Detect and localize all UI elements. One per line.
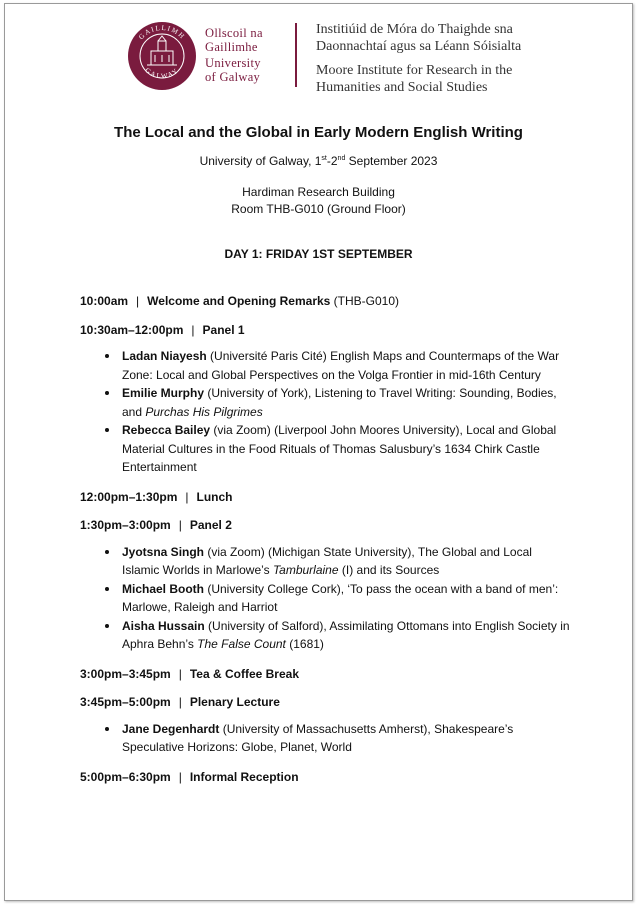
event-room: Room THB-G010 (Ground Floor): [231, 202, 406, 216]
slot-separator: |: [185, 489, 189, 504]
talk-item: [122, 617, 570, 654]
speaker-name: Ladan Niayesh: [122, 349, 207, 363]
institute-english-line: Humanities and Social Studies: [316, 80, 488, 95]
schedule-slot: [80, 693, 570, 712]
institute-irish-line: Institiúid de Móra do Thaighde sna: [316, 22, 513, 37]
talk-title: The Global and Local Islamic Worlds in Marlowe’s: [122, 544, 532, 577]
schedule-slot: [80, 768, 570, 787]
schedule-slot: [80, 292, 570, 311]
university-name-line: Gaillimhe: [205, 40, 258, 54]
university-name: [205, 26, 263, 84]
talk-item: [122, 384, 570, 421]
schedule-slot: [80, 665, 570, 684]
university-name-line: Ollscoil na: [205, 26, 263, 40]
event-date-location: University of Galway, 1st-2nd September 2023: [199, 154, 438, 168]
institute-english-line: Moore Institute for Research in the: [316, 63, 513, 78]
talk-title-tail: (1681): [285, 637, 324, 651]
speaker-name: Aisha Hussain: [122, 618, 205, 633]
talk-item: [122, 421, 570, 477]
slot-separator: |: [178, 666, 182, 681]
talk-title: Shakespeare’s Speculative Horizons: Globe, Planet, World: [122, 721, 514, 754]
svg-text:GAILLIMH: GAILLIMH: [137, 23, 187, 42]
speaker-name: Michael Booth: [122, 581, 205, 596]
talk-title-italic: Purchas His Pilgrimes: [145, 404, 263, 419]
university-name-line: of Galway: [205, 70, 261, 84]
slot-spacer: [80, 683, 570, 693]
slot-time: 10:30am–12:00pm: [80, 322, 184, 337]
day-heading: DAY 1: FRIDAY 1ST SEPTEMBER: [224, 247, 413, 261]
talk-title-tail: (I) and its Sources: [338, 563, 440, 577]
talk-title: Assimilating Ottomans into English Society in Aphra Behn’s: [122, 618, 570, 651]
speaker-affiliation: (Université Paris Cité): [206, 349, 331, 363]
university-name-line: University: [205, 56, 261, 70]
slot-spacer: [80, 311, 570, 321]
slot-time: 12:00pm–1:30pm: [80, 489, 178, 504]
event-building: Hardiman Research Building: [242, 185, 395, 199]
slot-time: 3:00pm–3:45pm: [80, 666, 171, 681]
slot-separator: |: [178, 518, 182, 532]
slot-label: Informal Reception: [189, 769, 299, 784]
schedule-slot: [80, 488, 570, 507]
slot-time: 1:30pm–3:00pm: [80, 518, 171, 532]
schedule-slot: [80, 321, 570, 340]
talk-title: ‘To pass the ocean with a band of men’: Marlowe, Raleigh and Harriot: [122, 581, 559, 614]
talk-item: [122, 580, 570, 617]
speaker-affiliation: (via Zoom) (Michigan State University),: [204, 544, 418, 559]
slot-label: Tea & Coffee Break: [189, 666, 299, 681]
speaker-name: Jyotsna Singh: [122, 544, 205, 559]
slot-room: (THB-G010): [330, 294, 400, 308]
speaker-affiliation: (via Zoom) (Liverpool John Moores University),: [210, 423, 467, 437]
slot-label: Lunch: [196, 489, 233, 504]
slot-separator: |: [191, 322, 195, 337]
document-page: [4, 3, 633, 901]
talk-title: Listening to Travel Writing: Sounding, Bodies, and: [122, 386, 557, 419]
talk-title-italic: Tamburlaine: [272, 563, 339, 577]
slot-spacer: [80, 506, 570, 516]
institute-irish-line: Daonnachtaí agus sa Léann Sóisialta: [316, 39, 522, 54]
svg-text:GALWAY: GALWAY: [143, 66, 181, 81]
slot-label: Panel 2: [189, 518, 232, 532]
slot-label: Plenary Lecture: [189, 695, 280, 709]
slot-separator: |: [136, 294, 140, 308]
talk-title: Local and Global Material Cultures in the Food Rituals of Thomas Salusbury’s 1634 Chirk Castle Entertainment: [122, 423, 557, 474]
schedule-slot: [80, 516, 570, 535]
speaker-affiliation: (University College Cork),: [204, 581, 348, 596]
speaker-name: Emilie Murphy: [122, 386, 205, 400]
institute-name: [316, 21, 616, 96]
talk-item: [122, 720, 570, 757]
university-seal-logo: [127, 21, 197, 91]
slot-label: Panel 1: [202, 322, 245, 337]
speaker-affiliation: (University of Salford),: [204, 618, 330, 633]
slot-time: 5:00pm–6:30pm: [80, 769, 171, 784]
header-divider: [295, 23, 297, 87]
talk-title: English Maps and Countermaps of the War Zone: Local and Global Perspectives on the Volga Frontier in mid-16th Century: [122, 349, 560, 382]
slot-separator: |: [178, 769, 182, 784]
speaker-affiliation: (University of York),: [204, 386, 315, 400]
talk-list: [80, 720, 570, 757]
talk-item: [122, 347, 570, 384]
talk-item: [122, 543, 570, 580]
event-title: The Local and the Global in Early Modern English Writing: [114, 124, 523, 141]
program-schedule: [80, 292, 570, 786]
speaker-name: Jane Degenhardt: [122, 721, 220, 736]
slot-separator: |: [178, 695, 182, 709]
talk-title-italic: The False Count: [197, 637, 286, 651]
speaker-name: Rebecca Bailey: [122, 423, 211, 437]
slot-label: Welcome and Opening Remarks: [147, 294, 331, 308]
slot-time: 3:45pm–5:00pm: [80, 695, 171, 709]
talk-list: [80, 347, 570, 477]
slot-time: 10:00am: [80, 294, 129, 308]
talk-list: [80, 543, 570, 654]
speaker-affiliation: (University of Massachusetts Amherst),: [219, 721, 435, 736]
